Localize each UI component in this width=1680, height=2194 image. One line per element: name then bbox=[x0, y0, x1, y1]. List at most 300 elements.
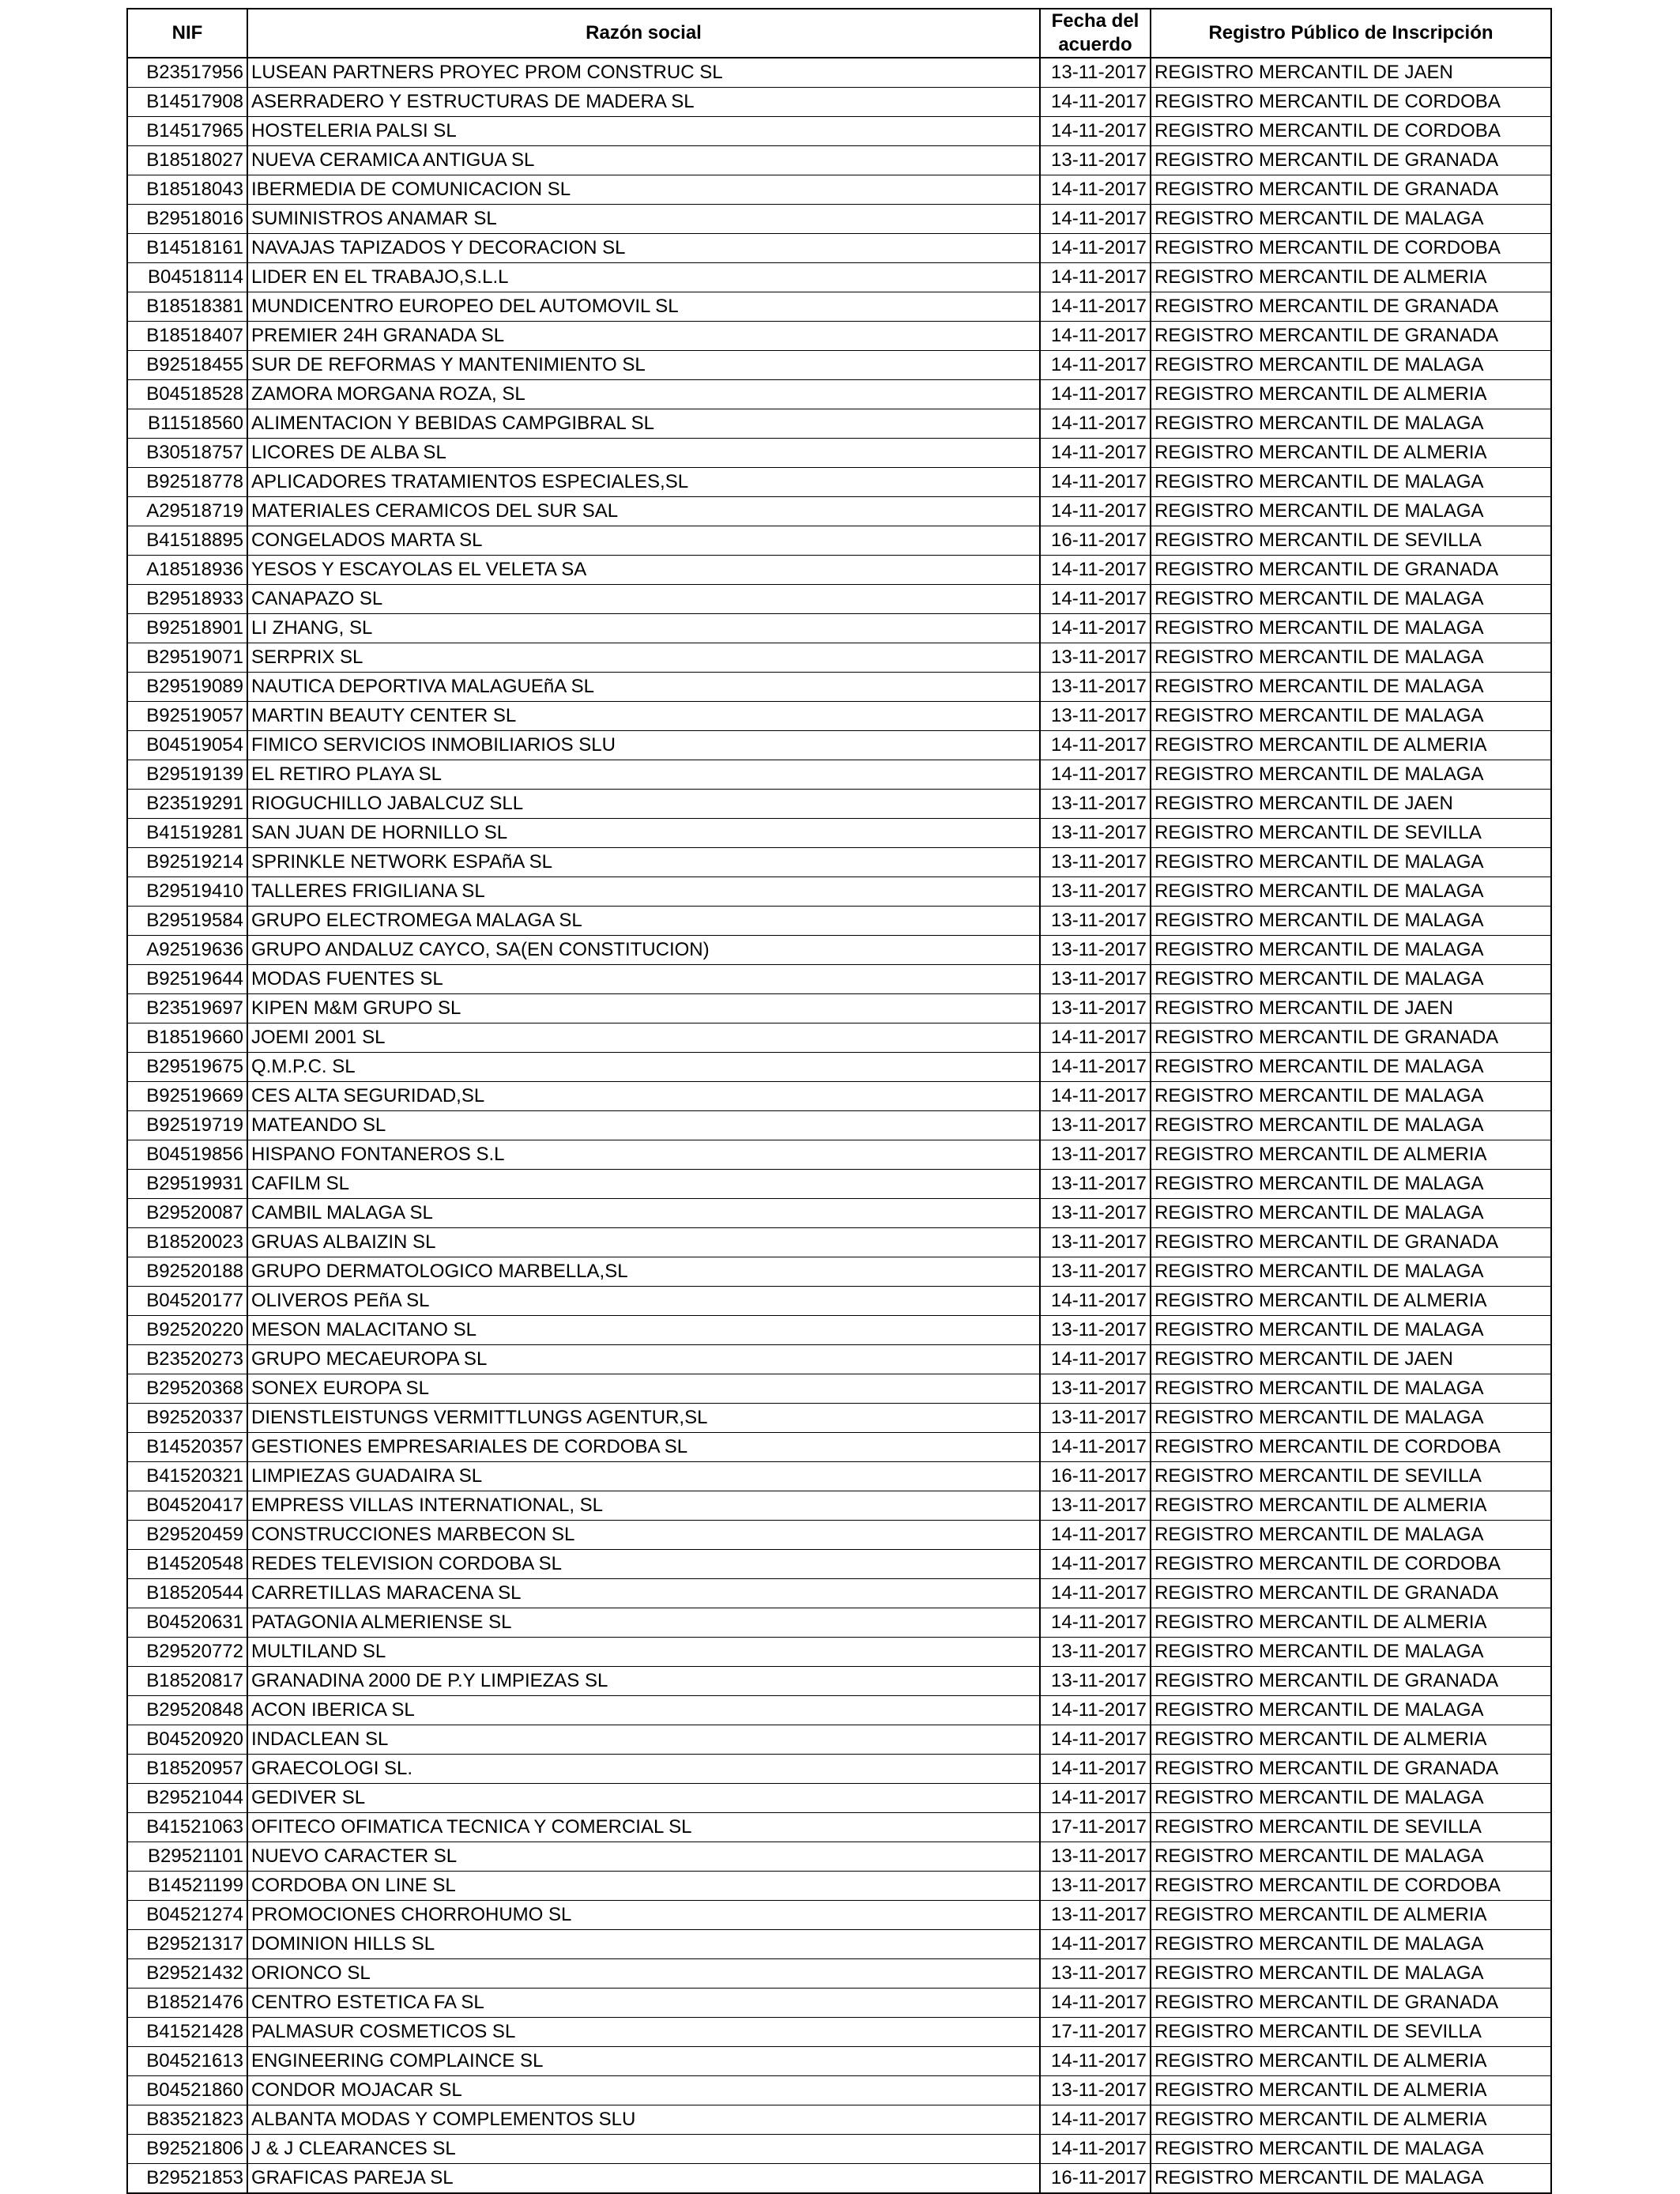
cell-fecha: 14-11-2017 bbox=[1040, 497, 1151, 526]
cell-fecha: 14-11-2017 bbox=[1040, 292, 1151, 322]
table-row bbox=[127, 1755, 1551, 1784]
table-row bbox=[127, 731, 1551, 760]
cell-registro: REGISTRO MERCANTIL DE MALAGA bbox=[1151, 1638, 1551, 1667]
cell-razon-social: HOSTELERIA PALSI SL bbox=[247, 117, 1040, 146]
cell-nif: B18520544 bbox=[127, 1579, 247, 1608]
cell-nif: B83521823 bbox=[127, 2105, 247, 2135]
cell-fecha: 14-11-2017 bbox=[1040, 1433, 1151, 1462]
cell-nif: B14520548 bbox=[127, 1550, 247, 1579]
table-row bbox=[127, 1228, 1551, 1257]
cell-nif: B29521044 bbox=[127, 1784, 247, 1813]
cell-razon-social: RIOGUCHILLO JABALCUZ SLL bbox=[247, 790, 1040, 819]
cell-fecha: 13-11-2017 bbox=[1040, 1959, 1151, 1989]
cell-fecha: 14-11-2017 bbox=[1040, 1755, 1151, 1784]
cell-registro: REGISTRO MERCANTIL DE JAEN bbox=[1151, 994, 1551, 1023]
cell-fecha: 14-11-2017 bbox=[1040, 322, 1151, 351]
cell-nif: B23519291 bbox=[127, 790, 247, 819]
table-row bbox=[127, 2018, 1551, 2047]
cell-razon-social: LUSEAN PARTNERS PROYEC PROM CONSTRUC SL bbox=[247, 58, 1040, 88]
cell-razon-social: SONEX EUROPA SL bbox=[247, 1374, 1040, 1404]
cell-registro: REGISTRO MERCANTIL DE MALAGA bbox=[1151, 497, 1551, 526]
cell-registro: REGISTRO MERCANTIL DE MALAGA bbox=[1151, 1316, 1551, 1345]
cell-nif: B14520357 bbox=[127, 1433, 247, 1462]
cell-nif: B14518161 bbox=[127, 234, 247, 263]
cell-registro: REGISTRO MERCANTIL DE SEVILLA bbox=[1151, 526, 1551, 556]
cell-registro: REGISTRO MERCANTIL DE MALAGA bbox=[1151, 1170, 1551, 1199]
table-row bbox=[127, 965, 1551, 994]
cell-razon-social: J & J CLEARANCES SL bbox=[247, 2135, 1040, 2164]
cell-registro: REGISTRO MERCANTIL DE MALAGA bbox=[1151, 409, 1551, 439]
cell-razon-social: KIPEN M&M GRUPO SL bbox=[247, 994, 1040, 1023]
cell-razon-social: EL RETIRO PLAYA SL bbox=[247, 760, 1040, 790]
cell-nif: B04520177 bbox=[127, 1287, 247, 1316]
cell-nif: B92518455 bbox=[127, 351, 247, 380]
cell-fecha: 16-11-2017 bbox=[1040, 1462, 1151, 1491]
cell-razon-social: NAUTICA DEPORTIVA MALAGUEñA SL bbox=[247, 673, 1040, 702]
table-row bbox=[127, 1023, 1551, 1053]
table-row bbox=[127, 1930, 1551, 1959]
cell-razon-social: CONDOR MOJACAR SL bbox=[247, 2076, 1040, 2105]
cell-registro: REGISTRO MERCANTIL DE GRANADA bbox=[1151, 1667, 1551, 1696]
cell-fecha: 13-11-2017 bbox=[1040, 819, 1151, 848]
table-row bbox=[127, 643, 1551, 673]
cell-razon-social: NUEVA CERAMICA ANTIGUA SL bbox=[247, 146, 1040, 175]
table-row bbox=[127, 790, 1551, 819]
cell-registro: REGISTRO MERCANTIL DE JAEN bbox=[1151, 58, 1551, 88]
cell-registro: REGISTRO MERCANTIL DE ALMERIA bbox=[1151, 2076, 1551, 2105]
cell-razon-social: APLICADORES TRATAMIENTOS ESPECIALES,SL bbox=[247, 468, 1040, 497]
cell-registro: REGISTRO MERCANTIL DE GRANADA bbox=[1151, 1023, 1551, 1053]
header-nif: NIF bbox=[127, 9, 247, 58]
cell-razon-social: SUMINISTROS ANAMAR SL bbox=[247, 205, 1040, 234]
cell-razon-social: GEDIVER SL bbox=[247, 1784, 1040, 1813]
cell-registro: REGISTRO MERCANTIL DE CORDOBA bbox=[1151, 1433, 1551, 1462]
cell-nif: B18520023 bbox=[127, 1228, 247, 1257]
cell-nif: B23519697 bbox=[127, 994, 247, 1023]
cell-nif: B18519660 bbox=[127, 1023, 247, 1053]
cell-nif: B18520957 bbox=[127, 1755, 247, 1784]
cell-fecha: 14-11-2017 bbox=[1040, 263, 1151, 292]
table-row bbox=[127, 117, 1551, 146]
cell-razon-social: GRAECOLOGI SL. bbox=[247, 1755, 1040, 1784]
table-row bbox=[127, 1170, 1551, 1199]
cell-registro: REGISTRO MERCANTIL DE MALAGA bbox=[1151, 1374, 1551, 1404]
cell-fecha: 13-11-2017 bbox=[1040, 1404, 1151, 1433]
cell-registro: REGISTRO MERCANTIL DE ALMERIA bbox=[1151, 2105, 1551, 2135]
cell-razon-social: ZAMORA MORGANA ROZA, SL bbox=[247, 380, 1040, 409]
cell-razon-social: EMPRESS VILLAS INTERNATIONAL, SL bbox=[247, 1491, 1040, 1521]
cell-razon-social: GRUPO ANDALUZ CAYCO, SA(EN CONSTITUCION) bbox=[247, 936, 1040, 965]
cell-registro: REGISTRO MERCANTIL DE MALAGA bbox=[1151, 877, 1551, 907]
cell-nif: B41521063 bbox=[127, 1813, 247, 1842]
cell-razon-social: IBERMEDIA DE COMUNICACION SL bbox=[247, 175, 1040, 205]
cell-fecha: 13-11-2017 bbox=[1040, 1374, 1151, 1404]
cell-fecha: 14-11-2017 bbox=[1040, 556, 1151, 585]
cell-nif: B23517956 bbox=[127, 58, 247, 88]
cell-fecha: 14-11-2017 bbox=[1040, 1082, 1151, 1111]
cell-nif: B41518895 bbox=[127, 526, 247, 556]
cell-razon-social: CONGELADOS MARTA SL bbox=[247, 526, 1040, 556]
cell-nif: B92519669 bbox=[127, 1082, 247, 1111]
cell-fecha: 13-11-2017 bbox=[1040, 1257, 1151, 1287]
cell-razon-social: LI ZHANG, SL bbox=[247, 614, 1040, 643]
cell-nif: B29519931 bbox=[127, 1170, 247, 1199]
cell-nif: B29521317 bbox=[127, 1930, 247, 1959]
cell-registro: REGISTRO MERCANTIL DE GRANADA bbox=[1151, 322, 1551, 351]
cell-nif: B18520817 bbox=[127, 1667, 247, 1696]
cell-razon-social: MUNDICENTRO EUROPEO DEL AUTOMOVIL SL bbox=[247, 292, 1040, 322]
cell-fecha: 13-11-2017 bbox=[1040, 1667, 1151, 1696]
cell-fecha: 14-11-2017 bbox=[1040, 1053, 1151, 1082]
table-row bbox=[127, 1667, 1551, 1696]
cell-registro: REGISTRO MERCANTIL DE GRANADA bbox=[1151, 556, 1551, 585]
cell-nif: B92519644 bbox=[127, 965, 247, 994]
cell-nif: B29518016 bbox=[127, 205, 247, 234]
cell-registro: REGISTRO MERCANTIL DE GRANADA bbox=[1151, 175, 1551, 205]
cell-nif: B14517908 bbox=[127, 88, 247, 117]
cell-razon-social: MODAS FUENTES SL bbox=[247, 965, 1040, 994]
cell-fecha: 14-11-2017 bbox=[1040, 1608, 1151, 1638]
cell-fecha: 13-11-2017 bbox=[1040, 1199, 1151, 1228]
cell-registro: REGISTRO MERCANTIL DE MALAGA bbox=[1151, 643, 1551, 673]
cell-fecha: 13-11-2017 bbox=[1040, 1170, 1151, 1199]
cell-fecha: 16-11-2017 bbox=[1040, 2164, 1151, 2194]
cell-nif: B29518933 bbox=[127, 585, 247, 614]
cell-fecha: 17-11-2017 bbox=[1040, 2018, 1151, 2047]
table-row bbox=[127, 263, 1551, 292]
table-row bbox=[127, 1842, 1551, 1872]
cell-registro: REGISTRO MERCANTIL DE ALMERIA bbox=[1151, 1725, 1551, 1755]
cell-razon-social: MESON MALACITANO SL bbox=[247, 1316, 1040, 1345]
table-row bbox=[127, 1140, 1551, 1170]
cell-nif: B41521428 bbox=[127, 2018, 247, 2047]
cell-razon-social: PROMOCIONES CHORROHUMO SL bbox=[247, 1901, 1040, 1930]
cell-fecha: 14-11-2017 bbox=[1040, 117, 1151, 146]
table-row bbox=[127, 2076, 1551, 2105]
cell-razon-social: NAVAJAS TAPIZADOS Y DECORACION SL bbox=[247, 234, 1040, 263]
header-fecha-line1: Fecha del bbox=[1051, 10, 1139, 32]
cell-nif: B04520920 bbox=[127, 1725, 247, 1755]
table-row bbox=[127, 439, 1551, 468]
cell-razon-social: GRUPO MECAEUROPA SL bbox=[247, 1345, 1040, 1374]
cell-razon-social: HISPANO FONTANEROS S.L bbox=[247, 1140, 1040, 1170]
table-row bbox=[127, 1872, 1551, 1901]
cell-registro: REGISTRO MERCANTIL DE GRANADA bbox=[1151, 1579, 1551, 1608]
table-row bbox=[127, 2047, 1551, 2076]
cell-registro: REGISTRO MERCANTIL DE MALAGA bbox=[1151, 848, 1551, 877]
cell-registro: REGISTRO MERCANTIL DE ALMERIA bbox=[1151, 263, 1551, 292]
cell-razon-social: ENGINEERING COMPLAINCE SL bbox=[247, 2047, 1040, 2076]
cell-registro: REGISTRO MERCANTIL DE GRANADA bbox=[1151, 1989, 1551, 2018]
cell-razon-social: INDACLEAN SL bbox=[247, 1725, 1040, 1755]
cell-fecha: 14-11-2017 bbox=[1040, 175, 1151, 205]
cell-razon-social: CAMBIL MALAGA SL bbox=[247, 1199, 1040, 1228]
table-row bbox=[127, 88, 1551, 117]
table-row bbox=[127, 234, 1551, 263]
header-razon-social: Razón social bbox=[247, 9, 1040, 58]
cell-fecha: 13-11-2017 bbox=[1040, 1316, 1151, 1345]
cell-registro: REGISTRO MERCANTIL DE MALAGA bbox=[1151, 1082, 1551, 1111]
cell-nif: B14517965 bbox=[127, 117, 247, 146]
cell-razon-social: MARTIN BEAUTY CENTER SL bbox=[247, 702, 1040, 731]
table-row bbox=[127, 1345, 1551, 1374]
cell-razon-social: FIMICO SERVICIOS INMOBILIARIOS SLU bbox=[247, 731, 1040, 760]
table-row bbox=[127, 760, 1551, 790]
table-header bbox=[127, 9, 1551, 58]
table-row bbox=[127, 1374, 1551, 1404]
cell-fecha: 13-11-2017 bbox=[1040, 790, 1151, 819]
table-row bbox=[127, 1053, 1551, 1082]
cell-fecha: 16-11-2017 bbox=[1040, 526, 1151, 556]
companies-table bbox=[126, 8, 1552, 2194]
cell-nif: B04519054 bbox=[127, 731, 247, 760]
cell-razon-social: CENTRO ESTETICA FA SL bbox=[247, 1989, 1040, 2018]
table-row bbox=[127, 1082, 1551, 1111]
cell-fecha: 13-11-2017 bbox=[1040, 146, 1151, 175]
table-row bbox=[127, 1784, 1551, 1813]
table-row bbox=[127, 585, 1551, 614]
cell-nif: B18518043 bbox=[127, 175, 247, 205]
cell-fecha: 13-11-2017 bbox=[1040, 1901, 1151, 1930]
cell-registro: REGISTRO MERCANTIL DE GRANADA bbox=[1151, 1755, 1551, 1784]
cell-fecha: 13-11-2017 bbox=[1040, 1491, 1151, 1521]
table-row bbox=[127, 1491, 1551, 1521]
cell-fecha: 14-11-2017 bbox=[1040, 1989, 1151, 2018]
cell-registro: REGISTRO MERCANTIL DE ALMERIA bbox=[1151, 1287, 1551, 1316]
table-row bbox=[127, 877, 1551, 907]
cell-fecha: 13-11-2017 bbox=[1040, 848, 1151, 877]
table-row bbox=[127, 468, 1551, 497]
cell-razon-social: CONSTRUCCIONES MARBECON SL bbox=[247, 1521, 1040, 1550]
table-row bbox=[127, 58, 1551, 88]
cell-razon-social: CANAPAZO SL bbox=[247, 585, 1040, 614]
table-row bbox=[127, 1111, 1551, 1140]
cell-fecha: 13-11-2017 bbox=[1040, 643, 1151, 673]
cell-fecha: 13-11-2017 bbox=[1040, 1842, 1151, 1872]
registry-sheet bbox=[126, 8, 1550, 2194]
cell-registro: REGISTRO MERCANTIL DE MALAGA bbox=[1151, 1053, 1551, 1082]
cell-razon-social: Q.M.P.C. SL bbox=[247, 1053, 1040, 1082]
table-row bbox=[127, 1462, 1551, 1491]
cell-registro: REGISTRO MERCANTIL DE MALAGA bbox=[1151, 1842, 1551, 1872]
cell-razon-social: PATAGONIA ALMERIENSE SL bbox=[247, 1608, 1040, 1638]
table-row bbox=[127, 1901, 1551, 1930]
table-row bbox=[127, 1404, 1551, 1433]
cell-registro: REGISTRO MERCANTIL DE MALAGA bbox=[1151, 2164, 1551, 2194]
cell-registro: REGISTRO MERCANTIL DE SEVILLA bbox=[1151, 819, 1551, 848]
cell-registro: REGISTRO MERCANTIL DE SEVILLA bbox=[1151, 2018, 1551, 2047]
cell-nif: B29519410 bbox=[127, 877, 247, 907]
cell-fecha: 14-11-2017 bbox=[1040, 1023, 1151, 1053]
cell-fecha: 14-11-2017 bbox=[1040, 614, 1151, 643]
cell-registro: REGISTRO MERCANTIL DE MALAGA bbox=[1151, 585, 1551, 614]
cell-registro: REGISTRO MERCANTIL DE MALAGA bbox=[1151, 1257, 1551, 1287]
cell-razon-social: LIDER EN EL TRABAJO,S.L.L bbox=[247, 263, 1040, 292]
cell-fecha: 14-11-2017 bbox=[1040, 1550, 1151, 1579]
cell-nif: B04521860 bbox=[127, 2076, 247, 2105]
table-row bbox=[127, 1989, 1551, 2018]
cell-nif: B29519071 bbox=[127, 643, 247, 673]
cell-registro: REGISTRO MERCANTIL DE JAEN bbox=[1151, 790, 1551, 819]
table-row bbox=[127, 2105, 1551, 2135]
cell-registro: REGISTRO MERCANTIL DE MALAGA bbox=[1151, 614, 1551, 643]
cell-nif: B92520337 bbox=[127, 1404, 247, 1433]
cell-registro: REGISTRO MERCANTIL DE MALAGA bbox=[1151, 760, 1551, 790]
cell-nif: B18521476 bbox=[127, 1989, 247, 2018]
cell-nif: B29520772 bbox=[127, 1638, 247, 1667]
cell-nif: B04521274 bbox=[127, 1901, 247, 1930]
cell-nif: B92519057 bbox=[127, 702, 247, 731]
cell-registro: REGISTRO MERCANTIL DE MALAGA bbox=[1151, 936, 1551, 965]
table-row bbox=[127, 1316, 1551, 1345]
cell-registro: REGISTRO MERCANTIL DE MALAGA bbox=[1151, 1696, 1551, 1725]
cell-razon-social: GRUPO ELECTROMEGA MALAGA SL bbox=[247, 907, 1040, 936]
table-row bbox=[127, 1638, 1551, 1667]
table-row bbox=[127, 614, 1551, 643]
cell-fecha: 14-11-2017 bbox=[1040, 585, 1151, 614]
cell-registro: REGISTRO MERCANTIL DE CORDOBA bbox=[1151, 1872, 1551, 1901]
table-row bbox=[127, 702, 1551, 731]
table-row bbox=[127, 1257, 1551, 1287]
cell-razon-social: LIMPIEZAS GUADAIRA SL bbox=[247, 1462, 1040, 1491]
cell-nif: B29521432 bbox=[127, 1959, 247, 1989]
cell-razon-social: CES ALTA SEGURIDAD,SL bbox=[247, 1082, 1040, 1111]
cell-nif: B29519584 bbox=[127, 907, 247, 936]
cell-registro: REGISTRO MERCANTIL DE MALAGA bbox=[1151, 1784, 1551, 1813]
cell-registro: REGISTRO MERCANTIL DE JAEN bbox=[1151, 1345, 1551, 1374]
table-row bbox=[127, 322, 1551, 351]
cell-razon-social: ASERRADERO Y ESTRUCTURAS DE MADERA SL bbox=[247, 88, 1040, 117]
cell-nif: B04519856 bbox=[127, 1140, 247, 1170]
cell-razon-social: SAN JUAN DE HORNILLO SL bbox=[247, 819, 1040, 848]
cell-fecha: 13-11-2017 bbox=[1040, 1140, 1151, 1170]
cell-razon-social: ALBANTA MODAS Y COMPLEMENTOS SLU bbox=[247, 2105, 1040, 2135]
cell-registro: REGISTRO MERCANTIL DE MALAGA bbox=[1151, 1199, 1551, 1228]
header-fecha-acuerdo bbox=[1040, 9, 1151, 58]
cell-razon-social: MULTILAND SL bbox=[247, 1638, 1040, 1667]
table-row bbox=[127, 526, 1551, 556]
cell-fecha: 13-11-2017 bbox=[1040, 936, 1151, 965]
cell-fecha: 14-11-2017 bbox=[1040, 234, 1151, 263]
cell-razon-social: ORIONCO SL bbox=[247, 1959, 1040, 1989]
cell-registro: REGISTRO MERCANTIL DE MALAGA bbox=[1151, 205, 1551, 234]
cell-registro: REGISTRO MERCANTIL DE ALMERIA bbox=[1151, 731, 1551, 760]
table-row bbox=[127, 936, 1551, 965]
cell-registro: REGISTRO MERCANTIL DE ALMERIA bbox=[1151, 2047, 1551, 2076]
table-row bbox=[127, 1199, 1551, 1228]
cell-fecha: 14-11-2017 bbox=[1040, 1696, 1151, 1725]
cell-razon-social: OLIVEROS PEñA SL bbox=[247, 1287, 1040, 1316]
table-row bbox=[127, 907, 1551, 936]
cell-registro: REGISTRO MERCANTIL DE ALMERIA bbox=[1151, 1608, 1551, 1638]
cell-registro: REGISTRO MERCANTIL DE CORDOBA bbox=[1151, 234, 1551, 263]
cell-fecha: 14-11-2017 bbox=[1040, 205, 1151, 234]
cell-nif: B92521806 bbox=[127, 2135, 247, 2164]
cell-registro: REGISTRO MERCANTIL DE MALAGA bbox=[1151, 351, 1551, 380]
cell-nif: B29519139 bbox=[127, 760, 247, 790]
cell-fecha: 14-11-2017 bbox=[1040, 1287, 1151, 1316]
cell-registro: REGISTRO MERCANTIL DE SEVILLA bbox=[1151, 1813, 1551, 1842]
cell-nif: B29520368 bbox=[127, 1374, 247, 1404]
cell-razon-social: PALMASUR COSMETICOS SL bbox=[247, 2018, 1040, 2047]
header-registro: Registro Público de Inscripción bbox=[1151, 9, 1551, 58]
cell-registro: REGISTRO MERCANTIL DE ALMERIA bbox=[1151, 380, 1551, 409]
cell-fecha: 14-11-2017 bbox=[1040, 1579, 1151, 1608]
cell-fecha: 13-11-2017 bbox=[1040, 1228, 1151, 1257]
header-fecha-line2: acuerdo bbox=[1058, 34, 1132, 55]
cell-nif: B92518778 bbox=[127, 468, 247, 497]
cell-registro: REGISTRO MERCANTIL DE ALMERIA bbox=[1151, 1901, 1551, 1930]
cell-fecha: 17-11-2017 bbox=[1040, 1813, 1151, 1842]
cell-registro: REGISTRO MERCANTIL DE MALAGA bbox=[1151, 1930, 1551, 1959]
cell-fecha: 14-11-2017 bbox=[1040, 731, 1151, 760]
cell-razon-social: TALLERES FRIGILIANA SL bbox=[247, 877, 1040, 907]
cell-nif: A18518936 bbox=[127, 556, 247, 585]
cell-nif: B04520417 bbox=[127, 1491, 247, 1521]
cell-fecha: 14-11-2017 bbox=[1040, 2047, 1151, 2076]
cell-nif: B29521853 bbox=[127, 2164, 247, 2194]
cell-razon-social: CAFILM SL bbox=[247, 1170, 1040, 1199]
table-body bbox=[127, 58, 1551, 2193]
table-row bbox=[127, 1959, 1551, 1989]
header-row bbox=[127, 9, 1551, 58]
cell-nif: A92519636 bbox=[127, 936, 247, 965]
cell-registro: REGISTRO MERCANTIL DE MALAGA bbox=[1151, 702, 1551, 731]
cell-razon-social: OFITECO OFIMATICA TECNICA Y COMERCIAL SL bbox=[247, 1813, 1040, 1842]
cell-registro: REGISTRO MERCANTIL DE CORDOBA bbox=[1151, 88, 1551, 117]
table-row bbox=[127, 292, 1551, 322]
cell-razon-social: PREMIER 24H GRANADA SL bbox=[247, 322, 1040, 351]
table-row bbox=[127, 380, 1551, 409]
cell-fecha: 13-11-2017 bbox=[1040, 994, 1151, 1023]
cell-registro: REGISTRO MERCANTIL DE CORDOBA bbox=[1151, 117, 1551, 146]
cell-fecha: 14-11-2017 bbox=[1040, 380, 1151, 409]
cell-fecha: 14-11-2017 bbox=[1040, 1930, 1151, 1959]
cell-nif: B92519214 bbox=[127, 848, 247, 877]
cell-registro: REGISTRO MERCANTIL DE MALAGA bbox=[1151, 1521, 1551, 1550]
cell-fecha: 13-11-2017 bbox=[1040, 1638, 1151, 1667]
cell-fecha: 13-11-2017 bbox=[1040, 907, 1151, 936]
cell-fecha: 14-11-2017 bbox=[1040, 1725, 1151, 1755]
cell-nif: B11518560 bbox=[127, 409, 247, 439]
table-row bbox=[127, 1813, 1551, 1842]
cell-razon-social: REDES TELEVISION CORDOBA SL bbox=[247, 1550, 1040, 1579]
cell-nif: B23520273 bbox=[127, 1345, 247, 1374]
table-row bbox=[127, 1521, 1551, 1550]
cell-razon-social: SERPRIX SL bbox=[247, 643, 1040, 673]
cell-nif: B41520321 bbox=[127, 1462, 247, 1491]
cell-nif: B92520220 bbox=[127, 1316, 247, 1345]
cell-registro: REGISTRO MERCANTIL DE ALMERIA bbox=[1151, 1491, 1551, 1521]
cell-nif: B18518381 bbox=[127, 292, 247, 322]
cell-razon-social: JOEMI 2001 SL bbox=[247, 1023, 1040, 1053]
cell-fecha: 14-11-2017 bbox=[1040, 439, 1151, 468]
table-row bbox=[127, 205, 1551, 234]
cell-registro: REGISTRO MERCANTIL DE MALAGA bbox=[1151, 468, 1551, 497]
cell-nif: A29518719 bbox=[127, 497, 247, 526]
table-row bbox=[127, 1433, 1551, 1462]
table-row bbox=[127, 1550, 1551, 1579]
cell-fecha: 13-11-2017 bbox=[1040, 702, 1151, 731]
table-row bbox=[127, 848, 1551, 877]
cell-nif: B18518407 bbox=[127, 322, 247, 351]
cell-nif: B18518027 bbox=[127, 146, 247, 175]
cell-registro: REGISTRO MERCANTIL DE GRANADA bbox=[1151, 292, 1551, 322]
cell-razon-social: SUR DE REFORMAS Y MANTENIMIENTO SL bbox=[247, 351, 1040, 380]
table-row bbox=[127, 1579, 1551, 1608]
cell-registro: REGISTRO MERCANTIL DE GRANADA bbox=[1151, 146, 1551, 175]
cell-nif: B04518114 bbox=[127, 263, 247, 292]
